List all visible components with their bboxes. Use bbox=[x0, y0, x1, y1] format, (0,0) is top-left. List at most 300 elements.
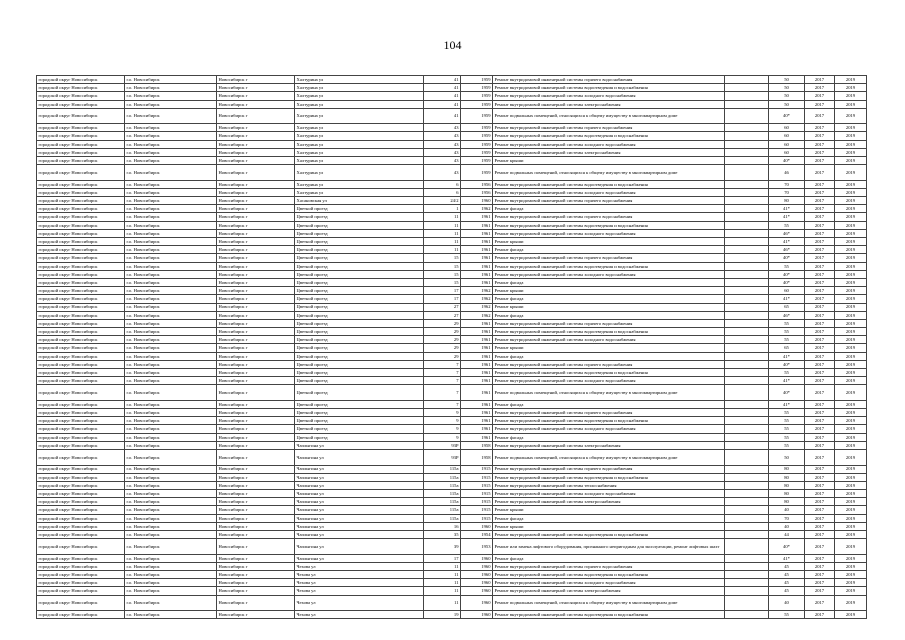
start-year-cell: 2017 bbox=[805, 124, 835, 132]
start-year-cell: 2017 bbox=[805, 344, 835, 352]
year-cell: 1961 bbox=[461, 319, 493, 327]
city-cell: Новосибирск г bbox=[217, 311, 295, 319]
start-year-cell: 2017 bbox=[805, 481, 835, 489]
city-cell: Новосибирск г bbox=[217, 132, 295, 140]
municipality-cell: городской округ Новосибирск bbox=[37, 303, 125, 311]
wear-cell: 65 bbox=[769, 344, 805, 352]
house-cell: 41 bbox=[424, 92, 461, 100]
street-cell: Цветной проезд bbox=[295, 425, 424, 433]
work-type-cell: Ремонт внутридомовой инженерной системы горячего водоснабжения bbox=[493, 562, 725, 570]
settlement-cell: г.о. Новосибирск bbox=[125, 465, 217, 473]
house-cell: 27 bbox=[424, 303, 461, 311]
house-cell: 11 bbox=[424, 595, 461, 611]
start-year-cell: 2017 bbox=[805, 295, 835, 303]
work-type-cell: Ремонт внутридомовой инженерной системы водоотведения и водоснабжения bbox=[493, 132, 725, 140]
house-cell: 41 bbox=[424, 100, 461, 108]
street-cell: Халтурина ул bbox=[295, 100, 424, 108]
work-type-cell: Ремонт фасада bbox=[493, 352, 725, 360]
blank-cell bbox=[725, 165, 769, 181]
city-cell: Новосибирск г bbox=[217, 84, 295, 92]
blank-cell bbox=[725, 360, 769, 368]
blank-cell bbox=[725, 303, 769, 311]
municipality-cell: городской округ Новосибирск bbox=[37, 473, 125, 481]
city-cell: Новосибирск г bbox=[217, 270, 295, 278]
work-type-cell: Ремонт внутридомовой инженерной системы водоотведения и водоснабжения bbox=[493, 611, 725, 619]
start-year-cell: 2017 bbox=[805, 562, 835, 570]
municipality-cell: городской округ Новосибирск bbox=[37, 92, 125, 100]
end-year-cell: 2019 bbox=[835, 188, 867, 196]
settlement-cell: г.о. Новосибирск bbox=[125, 262, 217, 270]
city-cell: Новосибирск г bbox=[217, 433, 295, 441]
wear-cell: 46* bbox=[769, 246, 805, 254]
wear-cell: 60 bbox=[769, 124, 805, 132]
street-cell: Чаплыгина ул bbox=[295, 506, 424, 514]
house-cell: 43 bbox=[424, 148, 461, 156]
settlement-cell: г.о. Новосибирск bbox=[125, 425, 217, 433]
settlement-cell: г.о. Новосибирск bbox=[125, 531, 217, 539]
table-row bbox=[37, 124, 867, 132]
house-cell: 11 bbox=[424, 579, 461, 587]
house-cell: 39 bbox=[424, 539, 461, 555]
blank-cell bbox=[725, 84, 769, 92]
wear-cell: 41* bbox=[769, 554, 805, 562]
municipality-cell: городской округ Новосибирск bbox=[37, 213, 125, 221]
wear-cell: 55 bbox=[769, 409, 805, 417]
year-cell: 1962 bbox=[461, 205, 493, 213]
end-year-cell: 2019 bbox=[835, 165, 867, 181]
table-row bbox=[37, 514, 867, 522]
work-type-cell: Ремонт внутридомовой инженерной системы горячего водоснабжения bbox=[493, 319, 725, 327]
municipality-cell: городской округ Новосибирск bbox=[37, 514, 125, 522]
municipality-cell: городской округ Новосибирск bbox=[37, 441, 125, 449]
wear-cell: 55 bbox=[769, 221, 805, 229]
start-year-cell: 2017 bbox=[805, 148, 835, 156]
end-year-cell: 2019 bbox=[835, 197, 867, 205]
work-type-cell: Ремонт фасада bbox=[493, 205, 725, 213]
municipality-cell: городской округ Новосибирск bbox=[37, 287, 125, 295]
end-year-cell: 2019 bbox=[835, 303, 867, 311]
city-cell: Новосибирск г bbox=[217, 385, 295, 401]
wear-cell: 80 bbox=[769, 197, 805, 205]
year-cell: 1962 bbox=[461, 287, 493, 295]
municipality-cell: городской округ Новосибирск bbox=[37, 400, 125, 408]
table-row bbox=[37, 481, 867, 489]
house-cell: 6 bbox=[424, 188, 461, 196]
work-type-cell: Ремонт внутридомовой инженерной системы холодного водоснабжения bbox=[493, 336, 725, 344]
blank-cell bbox=[725, 587, 769, 595]
blank-cell bbox=[725, 531, 769, 539]
city-cell: Новосибирск г bbox=[217, 417, 295, 425]
settlement-cell: г.о. Новосибирск bbox=[125, 441, 217, 449]
start-year-cell: 2017 bbox=[805, 205, 835, 213]
settlement-cell: г.о. Новосибирск bbox=[125, 473, 217, 481]
settlement-cell: г.о. Новосибирск bbox=[125, 124, 217, 132]
year-cell: 1959 bbox=[461, 124, 493, 132]
end-year-cell: 2019 bbox=[835, 481, 867, 489]
street-cell: Цветной проезд bbox=[295, 409, 424, 417]
start-year-cell: 2017 bbox=[805, 336, 835, 344]
end-year-cell: 2019 bbox=[835, 531, 867, 539]
street-cell: Халтурина ул bbox=[295, 132, 424, 140]
table-row bbox=[37, 490, 867, 498]
year-cell: 1962 bbox=[461, 311, 493, 319]
work-type-cell: Ремонт внутридомовой инженерной системы горячего водоснабжения bbox=[493, 409, 725, 417]
table-row bbox=[37, 400, 867, 408]
table-row bbox=[37, 417, 867, 425]
blank-cell bbox=[725, 490, 769, 498]
house-cell: 17 bbox=[424, 554, 461, 562]
city-cell: Новосибирск г bbox=[217, 554, 295, 562]
wear-cell: 55 bbox=[769, 441, 805, 449]
house-cell: 11 bbox=[424, 571, 461, 579]
blank-cell bbox=[725, 278, 769, 286]
wear-cell: 41* bbox=[769, 377, 805, 385]
end-year-cell: 2019 bbox=[835, 238, 867, 246]
street-cell: Халтурина ул bbox=[295, 76, 424, 84]
blank-cell bbox=[725, 132, 769, 140]
work-type-cell: Ремонт внутридомовой инженерной системы горячего водоснабжения bbox=[493, 76, 725, 84]
blank-cell bbox=[725, 506, 769, 514]
settlement-cell: г.о. Новосибирск bbox=[125, 344, 217, 352]
blank-cell bbox=[725, 539, 769, 555]
year-cell: 1954 bbox=[461, 531, 493, 539]
end-year-cell: 2019 bbox=[835, 336, 867, 344]
start-year-cell: 2017 bbox=[805, 425, 835, 433]
street-cell: Цветной проезд bbox=[295, 254, 424, 262]
work-type-cell: Ремонт фасада bbox=[493, 514, 725, 522]
settlement-cell: г.о. Новосибирск bbox=[125, 514, 217, 522]
city-cell: Новосибирск г bbox=[217, 400, 295, 408]
table-row bbox=[37, 254, 867, 262]
settlement-cell: г.о. Новосибирск bbox=[125, 140, 217, 148]
house-cell: 115а bbox=[424, 498, 461, 506]
end-year-cell: 2019 bbox=[835, 352, 867, 360]
settlement-cell: г.о. Новосибирск bbox=[125, 157, 217, 165]
street-cell: Халтурина ул bbox=[295, 148, 424, 156]
table-row bbox=[37, 84, 867, 92]
work-type-cell: Ремонт внутридомовой инженерной системы водоотведения и водоснабжения bbox=[493, 180, 725, 188]
municipality-cell: городской округ Новосибирск bbox=[37, 611, 125, 619]
city-cell: Новосибирск г bbox=[217, 377, 295, 385]
settlement-cell: г.о. Новосибирск bbox=[125, 132, 217, 140]
municipality-cell: городской округ Новосибирск bbox=[37, 205, 125, 213]
end-year-cell: 2019 bbox=[835, 425, 867, 433]
work-type-cell: Ремонт крыши bbox=[493, 344, 725, 352]
house-cell: 29 bbox=[424, 352, 461, 360]
start-year-cell: 2017 bbox=[805, 180, 835, 188]
wear-cell: 40 bbox=[769, 506, 805, 514]
municipality-cell: городской округ Новосибирск bbox=[37, 229, 125, 237]
settlement-cell: г.о. Новосибирск bbox=[125, 481, 217, 489]
house-cell: 11 bbox=[424, 238, 461, 246]
street-cell: Цветной проезд bbox=[295, 278, 424, 286]
table-row bbox=[37, 262, 867, 270]
city-cell: Новосибирск г bbox=[217, 180, 295, 188]
year-cell: 1961 bbox=[461, 221, 493, 229]
street-cell: Цветной проезд bbox=[295, 270, 424, 278]
start-year-cell: 2017 bbox=[805, 531, 835, 539]
street-cell: Чаплыгина ул bbox=[295, 514, 424, 522]
municipality-cell: городской округ Новосибирск bbox=[37, 579, 125, 587]
end-year-cell: 2019 bbox=[835, 554, 867, 562]
table-row bbox=[37, 579, 867, 587]
work-type-cell: Ремонт внутридомовой инженерной системы водоотведения и водоснабжения bbox=[493, 473, 725, 481]
wear-cell: 60 bbox=[769, 132, 805, 140]
house-cell: 9 bbox=[424, 417, 461, 425]
work-type-cell: Ремонт внутридомовой инженерной системы холодного водоснабжения bbox=[493, 579, 725, 587]
city-cell: Новосибирск г bbox=[217, 562, 295, 570]
start-year-cell: 2017 bbox=[805, 140, 835, 148]
table-row bbox=[37, 595, 867, 611]
municipality-cell: городской округ Новосибирск bbox=[37, 311, 125, 319]
work-type-cell: Ремонт внутридомовой инженерной системы холодного водоснабжения bbox=[493, 229, 725, 237]
settlement-cell: г.о. Новосибирск bbox=[125, 587, 217, 595]
municipality-cell: городской округ Новосибирск bbox=[37, 180, 125, 188]
end-year-cell: 2019 bbox=[835, 433, 867, 441]
blank-cell bbox=[725, 124, 769, 132]
end-year-cell: 2019 bbox=[835, 132, 867, 140]
settlement-cell: г.о. Новосибирск bbox=[125, 385, 217, 401]
city-cell: Новосибирск г bbox=[217, 571, 295, 579]
house-cell: 7 bbox=[424, 400, 461, 408]
start-year-cell: 2017 bbox=[805, 132, 835, 140]
street-cell: Чаплыгина ул bbox=[295, 522, 424, 530]
wear-cell: 55 bbox=[769, 611, 805, 619]
municipality-cell: городской округ Новосибирск bbox=[37, 539, 125, 555]
city-cell: Новосибирск г bbox=[217, 595, 295, 611]
table-row bbox=[37, 425, 867, 433]
municipality-cell: городской округ Новосибирск bbox=[37, 328, 125, 336]
municipality-cell: городской округ Новосибирск bbox=[37, 238, 125, 246]
city-cell: Новосибирск г bbox=[217, 409, 295, 417]
wear-cell: 65 bbox=[769, 303, 805, 311]
street-cell: Цветной проезд bbox=[295, 417, 424, 425]
year-cell: 1956 bbox=[461, 180, 493, 188]
house-cell: 7 bbox=[424, 369, 461, 377]
city-cell: Новосибирск г bbox=[217, 473, 295, 481]
street-cell: Цветной проезд bbox=[295, 221, 424, 229]
city-cell: Новосибирск г bbox=[217, 76, 295, 84]
wear-cell: 55 bbox=[769, 336, 805, 344]
year-cell: 1962 bbox=[461, 303, 493, 311]
end-year-cell: 2019 bbox=[835, 409, 867, 417]
table-row bbox=[37, 157, 867, 165]
year-cell: 1958 bbox=[461, 441, 493, 449]
settlement-cell: г.о. Новосибирск bbox=[125, 165, 217, 181]
street-cell: Цветной проезд bbox=[295, 229, 424, 237]
year-cell: 1960 bbox=[461, 611, 493, 619]
work-type-cell: Ремонт внутридомовой инженерной системы водоотведения и водоснабжения bbox=[493, 262, 725, 270]
start-year-cell: 2017 bbox=[805, 270, 835, 278]
work-type-cell: Ремонт внутридомовой инженерной системы теплоснабжения bbox=[493, 481, 725, 489]
year-cell: 1960 bbox=[461, 595, 493, 611]
settlement-cell: г.о. Новосибирск bbox=[125, 278, 217, 286]
work-type-cell: Ремонт внутридомовой инженерной системы холодного водоснабжения bbox=[493, 92, 725, 100]
blank-cell bbox=[725, 579, 769, 587]
settlement-cell: г.о. Новосибирск bbox=[125, 579, 217, 587]
municipality-cell: городской округ Новосибирск bbox=[37, 124, 125, 132]
city-cell: Новосибирск г bbox=[217, 465, 295, 473]
blank-cell bbox=[725, 197, 769, 205]
municipality-cell: городской округ Новосибирск bbox=[37, 157, 125, 165]
start-year-cell: 2017 bbox=[805, 587, 835, 595]
year-cell: 1959 bbox=[461, 148, 493, 156]
wear-cell: 50 bbox=[769, 100, 805, 108]
start-year-cell: 2017 bbox=[805, 554, 835, 562]
street-cell: Цветной проезд bbox=[295, 287, 424, 295]
settlement-cell: г.о. Новосибирск bbox=[125, 539, 217, 555]
street-cell: Цветной проезд bbox=[295, 377, 424, 385]
work-type-cell: Ремонт подвальных помещений, относящихся к общему имуществу в многоквартирном доме bbox=[493, 595, 725, 611]
settlement-cell: г.о. Новосибирск bbox=[125, 311, 217, 319]
blank-cell bbox=[725, 425, 769, 433]
street-cell: Халтурина ул bbox=[295, 180, 424, 188]
settlement-cell: г.о. Новосибирск bbox=[125, 100, 217, 108]
wear-cell: 41* bbox=[769, 352, 805, 360]
work-type-cell: Ремонт подвальных помещений, относящихся к общему имуществу в многоквартирном доме bbox=[493, 385, 725, 401]
street-cell: Халтурина ул bbox=[295, 124, 424, 132]
city-cell: Новосибирск г bbox=[217, 148, 295, 156]
work-type-cell: Ремонт крыши bbox=[493, 287, 725, 295]
start-year-cell: 2017 bbox=[805, 450, 835, 466]
end-year-cell: 2019 bbox=[835, 221, 867, 229]
city-cell: Новосибирск г bbox=[217, 539, 295, 555]
work-type-cell: Ремонт подвальных помещений, относящихся к общему имуществу в многоквартирном доме bbox=[493, 165, 725, 181]
municipality-cell: городской округ Новосибирск bbox=[37, 481, 125, 489]
wear-cell: 40 bbox=[769, 522, 805, 530]
work-type-cell: Ремонт фасада bbox=[493, 554, 725, 562]
house-cell: 29 bbox=[424, 319, 461, 327]
house-cell: 115а bbox=[424, 473, 461, 481]
wear-cell: 41* bbox=[769, 238, 805, 246]
wear-cell: 80 bbox=[769, 465, 805, 473]
wear-cell: 40* bbox=[769, 270, 805, 278]
work-type-cell: Ремонт фасада bbox=[493, 246, 725, 254]
blank-cell bbox=[725, 400, 769, 408]
year-cell: 1915 bbox=[461, 514, 493, 522]
wear-cell: 60 bbox=[769, 287, 805, 295]
wear-cell: 80 bbox=[769, 490, 805, 498]
end-year-cell: 2019 bbox=[835, 514, 867, 522]
settlement-cell: г.о. Новосибирск bbox=[125, 522, 217, 530]
street-cell: Чаплыгина ул bbox=[295, 465, 424, 473]
year-cell: 1961 bbox=[461, 344, 493, 352]
street-cell: Цветной проезд bbox=[295, 295, 424, 303]
street-cell: Халтурина ул bbox=[295, 165, 424, 181]
start-year-cell: 2017 bbox=[805, 498, 835, 506]
year-cell: 1915 bbox=[461, 465, 493, 473]
year-cell: 1915 bbox=[461, 490, 493, 498]
municipality-cell: городской округ Новосибирск bbox=[37, 433, 125, 441]
municipality-cell: городской округ Новосибирск bbox=[37, 506, 125, 514]
settlement-cell: г.о. Новосибирск bbox=[125, 506, 217, 514]
street-cell: Цветной проезд bbox=[295, 303, 424, 311]
wear-cell: 55 bbox=[769, 425, 805, 433]
end-year-cell: 2019 bbox=[835, 369, 867, 377]
start-year-cell: 2017 bbox=[805, 213, 835, 221]
street-cell: Халтурина ул bbox=[295, 188, 424, 196]
house-cell: 1 bbox=[424, 205, 461, 213]
start-year-cell: 2017 bbox=[805, 433, 835, 441]
table-row bbox=[37, 450, 867, 466]
repair-schedule-table bbox=[36, 75, 867, 619]
end-year-cell: 2019 bbox=[835, 84, 867, 92]
end-year-cell: 2019 bbox=[835, 441, 867, 449]
blank-cell bbox=[725, 417, 769, 425]
start-year-cell: 2017 bbox=[805, 465, 835, 473]
street-cell: Цветной проезд bbox=[295, 311, 424, 319]
table-row bbox=[37, 76, 867, 84]
end-year-cell: 2019 bbox=[835, 595, 867, 611]
year-cell: 1959 bbox=[461, 132, 493, 140]
blank-cell bbox=[725, 100, 769, 108]
city-cell: Новосибирск г bbox=[217, 124, 295, 132]
blank-cell bbox=[725, 287, 769, 295]
start-year-cell: 2017 bbox=[805, 539, 835, 555]
work-type-cell: Ремонт фасада bbox=[493, 278, 725, 286]
municipality-cell: городской округ Новосибирск bbox=[37, 188, 125, 196]
house-cell: 24/2 bbox=[424, 197, 461, 205]
municipality-cell: городской округ Новосибирск bbox=[37, 425, 125, 433]
start-year-cell: 2017 bbox=[805, 311, 835, 319]
work-type-cell: Ремонт внутридомовой инженерной системы водоотведения и водоснабжения bbox=[493, 571, 725, 579]
wear-cell: 55 bbox=[769, 369, 805, 377]
end-year-cell: 2019 bbox=[835, 506, 867, 514]
start-year-cell: 2017 bbox=[805, 92, 835, 100]
settlement-cell: г.о. Новосибирск bbox=[125, 352, 217, 360]
year-cell: 1961 bbox=[461, 246, 493, 254]
year-cell: 1961 bbox=[461, 409, 493, 417]
wear-cell: 60 bbox=[769, 148, 805, 156]
blank-cell bbox=[725, 229, 769, 237]
year-cell: 1961 bbox=[461, 385, 493, 401]
end-year-cell: 2019 bbox=[835, 539, 867, 555]
blank-cell bbox=[725, 311, 769, 319]
blank-cell bbox=[725, 213, 769, 221]
work-type-cell: Ремонт внутридомовой инженерной системы холодного водоснабжения bbox=[493, 188, 725, 196]
table-row bbox=[37, 531, 867, 539]
wear-cell: 40* bbox=[769, 157, 805, 165]
blank-cell bbox=[725, 295, 769, 303]
house-cell: 19 bbox=[424, 611, 461, 619]
house-cell: 7 bbox=[424, 385, 461, 401]
start-year-cell: 2017 bbox=[805, 579, 835, 587]
wear-cell: 40* bbox=[769, 539, 805, 555]
start-year-cell: 2017 bbox=[805, 595, 835, 611]
city-cell: Новосибирск г bbox=[217, 188, 295, 196]
work-type-cell: Ремонт внутридомовой инженерной системы водоотведения и водоснабжения bbox=[493, 417, 725, 425]
end-year-cell: 2019 bbox=[835, 157, 867, 165]
wear-cell: 80 bbox=[769, 498, 805, 506]
house-cell: 16 bbox=[424, 522, 461, 530]
table-row bbox=[37, 587, 867, 595]
table-row bbox=[37, 328, 867, 336]
street-cell: Чаплыгина ул bbox=[295, 450, 424, 466]
end-year-cell: 2019 bbox=[835, 180, 867, 188]
work-type-cell: Ремонт внутридомовой инженерной системы водоотведения и водоснабжения bbox=[493, 369, 725, 377]
end-year-cell: 2019 bbox=[835, 278, 867, 286]
table-row bbox=[37, 336, 867, 344]
settlement-cell: г.о. Новосибирск bbox=[125, 319, 217, 327]
settlement-cell: г.о. Новосибирск bbox=[125, 611, 217, 619]
house-cell: 15 bbox=[424, 270, 461, 278]
end-year-cell: 2019 bbox=[835, 465, 867, 473]
work-type-cell: Ремонт подвальных помещений, относящихся к общему имуществу в многоквартирном доме bbox=[493, 108, 725, 124]
city-cell: Новосибирск г bbox=[217, 481, 295, 489]
municipality-cell: городской округ Новосибирск bbox=[37, 108, 125, 124]
blank-cell bbox=[725, 441, 769, 449]
year-cell: 1961 bbox=[461, 262, 493, 270]
